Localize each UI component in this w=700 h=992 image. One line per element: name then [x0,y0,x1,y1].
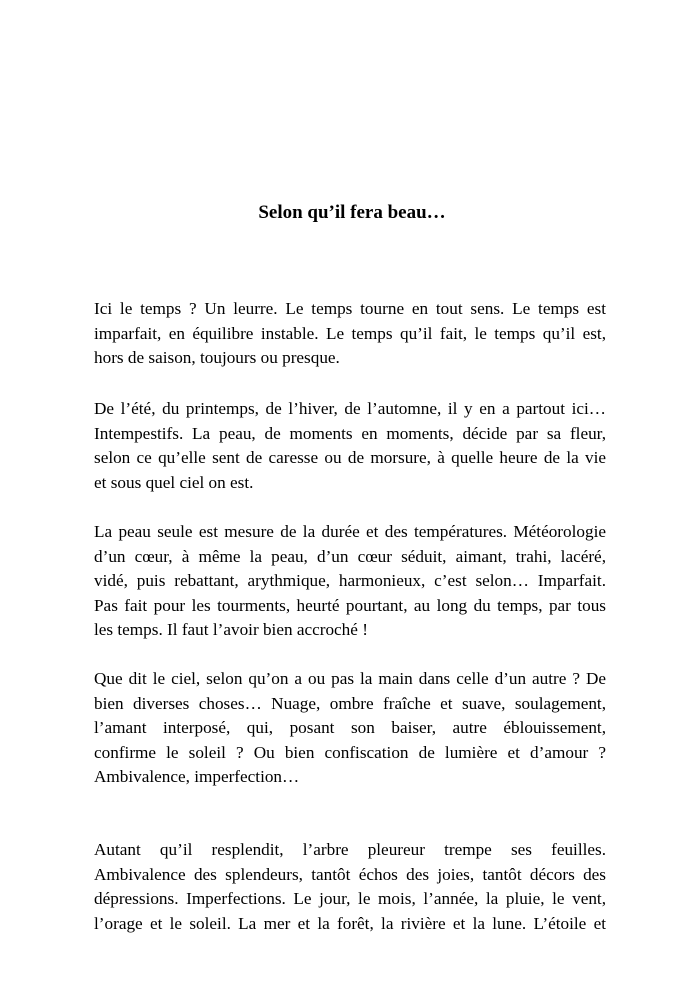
paragraph-line: Autant qu’il resplendit, l’arbre pleureur trempe ses feuilles. [94,840,606,859]
paragraph-line: et sous quel ciel on est. [94,472,254,492]
paragraph-line: selon ce qu’elle sent de caresse ou de morsure, à quelle heure de la vie [94,448,606,468]
paragraph-line: imparfait, en équilibre instable. Le temps qu’il fait, le temps qu’il est, [94,323,606,343]
paragraph-line: confirme le soleil ? Ou bien confiscation de lumière et d’amour ? [94,742,606,762]
paragraph-line: hors de saison, toujours ou presque. [94,348,340,368]
paragraph-line: Ambivalence des splendeurs, tantôt échos des joies, tantôt décors des [94,864,606,884]
paragraph-line: Pas fait pour les tourments, heurté pourtant, au long du temps, par tous [94,595,606,615]
paragraph-line: les temps. Il faut l’avoir bien accroché ! [94,620,368,640]
paragraph-line: d’un cœur, à même la peau, d’un cœur séduit, aimant, trahi, lacéré, [94,546,606,566]
paragraph-line: vidé, puis rebattant, arythmique, harmonieux, c’est selon… Imparfait. [94,571,606,591]
paragraph-line: l’orage et le soleil. La mer et la forêt, la rivière et la lune. L’étoile et [94,913,606,933]
paragraph-2 [94,397,606,495]
paragraph-line: Ici le temps ? Un leurre. Le temps tourne en tout sens. Le temps est [94,299,606,318]
paragraph-3 [94,520,606,643]
paragraph-line: La peau seule est mesure de la durée et des températures. Météorologie [94,522,606,541]
paragraph-line: bien diverses choses… Nuage, ombre fraîche et suave, soulagement, [94,693,606,713]
paragraph-line: l’amant interposé, qui, posant son baiser, autre éblouissement, [94,718,606,738]
page-title: Selon qu’il fera beau… [258,202,446,223]
paragraph-line: Intempestifs. La peau, de moments en moments, décide par sa fleur, [94,423,606,443]
paragraph-line: De l’été, du printemps, de l’hiver, de l’automne, il y en a partout ici… [94,399,606,418]
paragraph-line: Ambivalence, imperfection… [94,767,300,787]
paragraph-1 [94,297,606,371]
paragraph-line: dépressions. Imperfections. Le jour, le mois, l’année, la pluie, le vent, [94,889,606,909]
paragraph-4 [94,667,606,790]
paragraph-5 [94,838,606,936]
paragraph-line: Que dit le ciel, selon qu’on a ou pas la main dans celle d’un autre ? De [94,669,606,688]
